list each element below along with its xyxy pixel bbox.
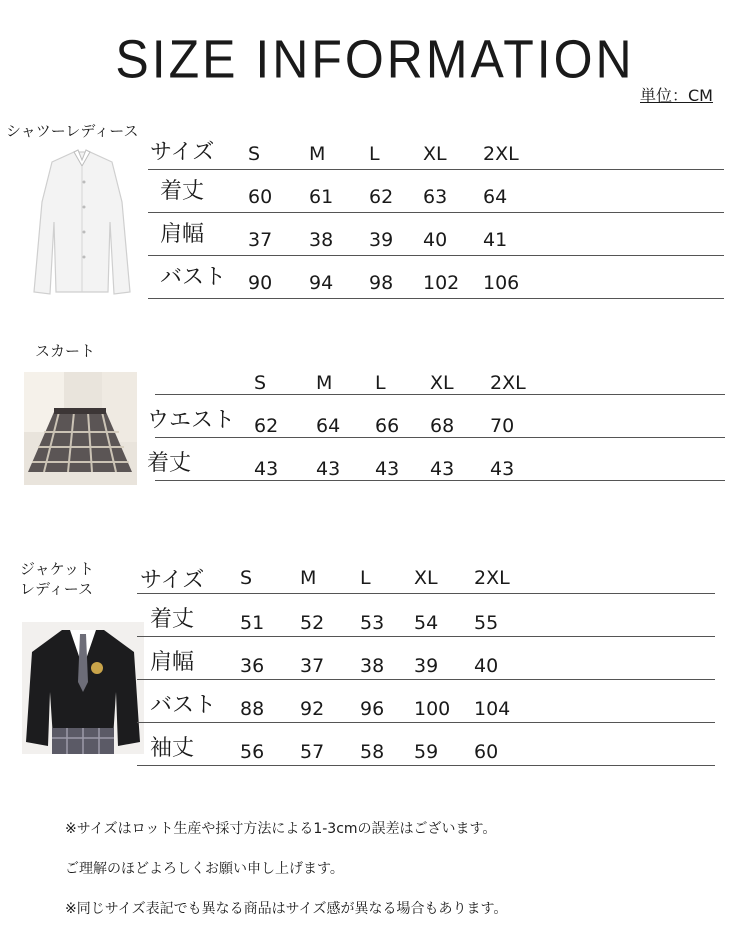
size-value-cell: 43	[254, 458, 279, 480]
size-header-cell: M	[309, 143, 326, 165]
size-value-cell: 88	[240, 698, 265, 720]
measurement-label: バスト	[160, 265, 227, 290]
jacket-header-row	[137, 551, 715, 594]
skirt-table-row	[147, 395, 725, 438]
size-value-cell: 37	[300, 655, 325, 677]
size-value-cell: 92	[300, 698, 325, 720]
size-value-cell: 38	[360, 655, 385, 677]
shirt-header-row	[148, 127, 724, 170]
size-value-cell: 55	[474, 612, 499, 634]
jacket-photo	[22, 622, 144, 754]
size-value-cell: 94	[309, 272, 334, 294]
size-header-cell: L	[360, 567, 371, 589]
size-header-cell: S	[248, 143, 261, 165]
row-divider	[148, 298, 724, 299]
size-header-label: サイズ	[140, 568, 205, 593]
size-value-cell: 104	[474, 698, 511, 720]
size-value-cell: 70	[490, 415, 515, 437]
skirt-section-label: スカート	[35, 342, 96, 360]
size-header-cell: XL	[414, 567, 438, 589]
size-value-cell: 54	[414, 612, 439, 634]
jacket-section-label-line2: レディース	[20, 580, 94, 598]
jacket-table-row	[137, 723, 715, 766]
size-value-cell: 90	[248, 272, 273, 294]
size-value-cell: 64	[483, 186, 508, 208]
measurement-label: 袖丈	[150, 736, 195, 761]
size-value-cell: 59	[414, 741, 439, 763]
measurement-label: ウエスト	[147, 408, 236, 433]
size-value-cell: 43	[375, 458, 400, 480]
size-value-cell: 100	[414, 698, 451, 720]
size-header-cell: XL	[423, 143, 447, 165]
measurement-label: 着丈	[147, 451, 192, 476]
size-value-cell: 40	[474, 655, 499, 677]
size-value-cell: 102	[423, 272, 460, 294]
size-value-cell: 60	[248, 186, 273, 208]
size-value-cell: 36	[240, 655, 265, 677]
measurement-label: 着丈	[150, 607, 195, 632]
jacket-table-row	[137, 637, 715, 680]
size-value-cell: 58	[360, 741, 385, 763]
size-value-cell: 37	[248, 229, 273, 251]
note-fit-variance: ※同じサイズ表記でも異なる商品はサイズ感が異なる場合もあります。	[65, 901, 508, 917]
size-value-cell: 52	[300, 612, 325, 634]
shirt-table-row	[148, 170, 724, 213]
note-tolerance: ※サイズはロット生産や採寸方法による1-3cmの誤差はございます。	[65, 821, 497, 837]
row-divider	[155, 480, 725, 481]
measurement-label: バスト	[150, 693, 217, 718]
size-header-cell: XL	[430, 372, 454, 394]
page-title: SIZE INFORMATION	[115, 28, 635, 90]
size-value-cell: 63	[423, 186, 448, 208]
size-value-cell: 62	[369, 186, 394, 208]
measurement-label: 着丈	[160, 179, 205, 204]
size-value-cell: 106	[483, 272, 520, 294]
size-value-cell: 43	[490, 458, 515, 480]
shirt-table-row	[148, 213, 724, 256]
size-value-cell: 51	[240, 612, 265, 634]
size-header-cell: 2XL	[483, 143, 519, 165]
size-value-cell: 98	[369, 272, 394, 294]
size-value-cell: 68	[430, 415, 455, 437]
jacket-table-row	[137, 594, 715, 637]
shirt-table-row	[148, 256, 724, 299]
size-header-cell: 2XL	[474, 567, 510, 589]
size-value-cell: 39	[369, 229, 394, 251]
size-header-cell: L	[375, 372, 386, 394]
size-header-cell: S	[240, 567, 253, 589]
jacket-section-label-line1: ジャケット	[20, 560, 94, 578]
shirt-section-label: シャツーレディース	[6, 122, 139, 140]
size-value-cell: 64	[316, 415, 341, 437]
size-header-cell: M	[316, 372, 333, 394]
size-header-cell: M	[300, 567, 317, 589]
size-value-cell: 53	[360, 612, 385, 634]
size-value-cell: 43	[316, 458, 341, 480]
size-value-cell: 62	[254, 415, 279, 437]
size-header-cell: 2XL	[490, 372, 526, 394]
skirt-table-row	[147, 438, 725, 481]
jacket-table-row	[137, 680, 715, 723]
size-value-cell: 43	[430, 458, 455, 480]
size-value-cell: 41	[483, 229, 508, 251]
size-value-cell: 57	[300, 741, 325, 763]
note-thanks: ご理解のほどよろしくお願い申し上げます。	[65, 861, 344, 877]
size-header-cell: S	[254, 372, 267, 394]
size-value-cell: 38	[309, 229, 334, 251]
size-header-label: サイズ	[150, 140, 215, 165]
measurement-label: 肩幅	[160, 222, 205, 247]
measurement-label: 肩幅	[150, 650, 195, 675]
size-value-cell: 39	[414, 655, 439, 677]
size-header-cell: L	[369, 143, 380, 165]
size-value-cell: 66	[375, 415, 400, 437]
skirt-header-row	[155, 352, 725, 395]
shirt-photo	[22, 142, 142, 297]
row-divider	[137, 765, 715, 766]
size-value-cell: 96	[360, 698, 385, 720]
skirt-photo	[24, 372, 137, 485]
size-value-cell: 40	[423, 229, 448, 251]
unit-label: 単位：CM	[640, 86, 713, 105]
size-value-cell: 60	[474, 741, 499, 763]
size-value-cell: 56	[240, 741, 265, 763]
size-value-cell: 61	[309, 186, 334, 208]
